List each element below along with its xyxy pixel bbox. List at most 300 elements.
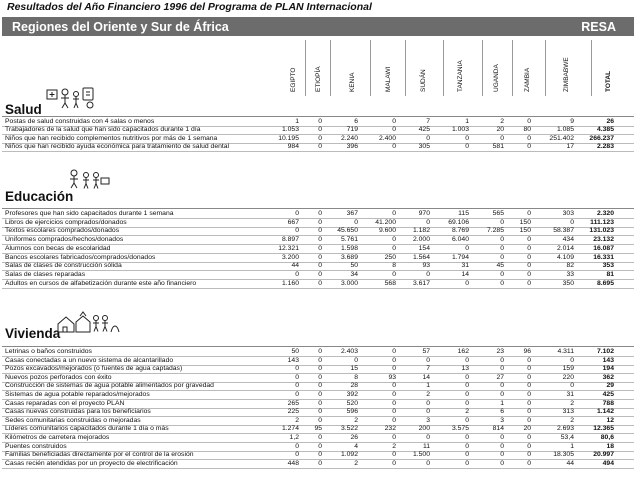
column-separator xyxy=(443,40,444,96)
table-row xyxy=(0,348,639,356)
cell-kenia: 0 xyxy=(354,356,358,364)
cell-etiopía: 0 xyxy=(318,399,322,407)
cell-total: 143 xyxy=(602,356,614,364)
cell-tanzania: 0 xyxy=(465,442,469,450)
health-people-icon xyxy=(45,86,97,115)
table-row xyxy=(0,118,639,126)
cell-kenia: 6 xyxy=(354,118,358,125)
cell-egipto: 50 xyxy=(291,348,299,355)
cell-tanzania: 2 xyxy=(465,408,469,416)
cell-etiopía: 0 xyxy=(318,253,322,261)
row-label: Líderes comunitarios capacitados durante 1 día o más xyxy=(5,425,169,433)
cell-tanzania: 0 xyxy=(465,356,469,364)
cell-total: 362 xyxy=(602,373,614,381)
cell-tanzania: 162 xyxy=(457,348,469,355)
cell-tanzania: 1 xyxy=(465,118,469,125)
cell-total: 16.331 xyxy=(593,253,614,261)
cell-etiopía: 0 xyxy=(318,408,322,416)
cell-egipto: 0 xyxy=(295,391,299,398)
row-label: Trabajadores de la salud que han sido capacitados durante 1 día xyxy=(5,126,201,134)
cell-sudán: 0 xyxy=(426,408,430,416)
table-row xyxy=(0,236,639,244)
cell-sudán: 2 xyxy=(426,391,430,398)
cell-zimbabwe: 0 xyxy=(570,356,574,364)
cell-total: 26 xyxy=(606,118,614,125)
cell-zimbabwe: 4.109 xyxy=(556,253,574,261)
section-title-salud: Salud xyxy=(5,102,42,117)
cell-total: 2.320 xyxy=(596,210,614,217)
cell-zimbabwe: 303 xyxy=(562,210,574,217)
row-divider xyxy=(2,468,634,469)
cell-uganda: 581 xyxy=(492,142,504,150)
cell-sudán: 7 xyxy=(426,365,430,373)
cell-total: 16.087 xyxy=(593,244,614,252)
cell-zambia: 150 xyxy=(519,218,531,226)
cell-total: 131.023 xyxy=(589,227,614,235)
row-label: Kilómetros de carretera mejorados xyxy=(5,434,110,441)
cell-uganda: 0 xyxy=(500,442,504,450)
cell-sudán: 7 xyxy=(426,118,430,125)
cell-uganda: 2 xyxy=(500,118,504,125)
cell-zambia: 80 xyxy=(523,126,531,134)
cell-zambia: 150 xyxy=(519,227,531,235)
section-divider xyxy=(2,346,634,347)
cell-kenia: 396 xyxy=(346,142,358,150)
column-header-uganda: UGANDA xyxy=(493,64,500,92)
cell-sudán: 93 xyxy=(422,262,430,270)
cell-etiopía: 0 xyxy=(318,118,322,125)
cell-etiopía: 0 xyxy=(318,373,322,381)
row-label: Sistemas de agua potable reparados/mejorados xyxy=(5,391,150,398)
cell-zimbabwe: 313 xyxy=(562,408,574,416)
cell-malawi: 0 xyxy=(392,270,396,278)
row-label: Salas de clases de construcción sólida xyxy=(5,262,122,270)
cell-total: 2.283 xyxy=(596,142,614,150)
cell-etiopía: 0 xyxy=(318,262,322,270)
cell-egipto: 2 xyxy=(295,416,299,424)
cell-uganda: 23 xyxy=(496,348,504,355)
cell-egipto: 0 xyxy=(295,373,299,381)
cell-zimbabwe: 350 xyxy=(562,279,574,287)
cell-malawi: 0 xyxy=(392,348,396,355)
row-label: Adultos en cursos de alfabetización durante este año financiero xyxy=(5,279,197,287)
cell-uganda: 27 xyxy=(496,373,504,381)
cell-zambia: 0 xyxy=(527,459,531,467)
cell-zambia: 0 xyxy=(527,373,531,381)
cell-uganda: 7.285 xyxy=(486,227,504,235)
cell-egipto: 8.897 xyxy=(281,236,299,244)
cell-etiopía: 0 xyxy=(318,459,322,467)
cell-zimbabwe: 18.305 xyxy=(553,451,574,459)
cell-zambia: 96 xyxy=(523,348,531,355)
table-row xyxy=(0,460,639,468)
cell-malawi: 0 xyxy=(392,126,396,134)
cell-zimbabwe: 2.014 xyxy=(556,244,574,252)
cell-tanzania: 3.575 xyxy=(451,425,469,433)
row-label: Puentes construidos xyxy=(5,442,67,450)
cell-tanzania: 13 xyxy=(461,365,469,373)
cell-uganda: 0 xyxy=(500,244,504,252)
row-label: Niños que han recibido complementos nutritivos por más de 1 semana xyxy=(5,134,218,142)
cell-total: 23.132 xyxy=(593,236,614,244)
cell-uganda: 565 xyxy=(492,210,504,217)
cell-etiopía: 0 xyxy=(318,218,322,226)
table-row xyxy=(0,135,639,143)
cell-malawi: 0 xyxy=(392,244,396,252)
cell-egipto: 0 xyxy=(295,270,299,278)
cell-kenia: 2.240 xyxy=(340,134,358,142)
cell-sudán: 0 xyxy=(426,270,430,278)
cell-uganda: 0 xyxy=(500,253,504,261)
cell-kenia: 367 xyxy=(346,210,358,217)
cell-zambia: 0 xyxy=(527,118,531,125)
cell-total: 111.123 xyxy=(590,218,614,226)
cell-kenia: 28 xyxy=(350,382,358,390)
cell-etiopía: 0 xyxy=(318,227,322,235)
cell-zimbabwe: 17 xyxy=(566,142,574,150)
cell-kenia: 3.689 xyxy=(340,253,358,261)
cell-uganda: 0 xyxy=(500,451,504,459)
row-label: Bancos escolares fabricados/comprados/donados xyxy=(5,253,156,261)
cell-egipto: 1.160 xyxy=(281,279,299,287)
cell-zambia: 0 xyxy=(527,451,531,459)
cell-malawi: 232 xyxy=(384,425,396,433)
cell-tanzania: 6.040 xyxy=(451,236,469,244)
cell-uganda: 1 xyxy=(500,399,504,407)
cell-kenia: 15 xyxy=(350,365,358,373)
table-row xyxy=(0,254,639,262)
cell-total: 353 xyxy=(602,262,614,270)
cell-uganda: 20 xyxy=(496,126,504,134)
column-separator xyxy=(545,40,546,96)
cell-zambia: 0 xyxy=(527,356,531,364)
cell-zimbabwe: 1 xyxy=(570,442,574,450)
cell-malawi: 0 xyxy=(392,459,396,467)
cell-malawi: 0 xyxy=(392,451,396,459)
cell-egipto: 44 xyxy=(291,262,299,270)
cell-egipto: 225 xyxy=(287,408,299,416)
cell-sudán: 0 xyxy=(426,356,430,364)
row-label: Letrinas o baños construidos xyxy=(5,348,92,355)
cell-sudán: 200 xyxy=(418,425,430,433)
cell-malawi: 2.400 xyxy=(378,134,396,142)
cell-sudán: 0 xyxy=(426,459,430,467)
cell-sudán: 1.564 xyxy=(412,253,430,261)
table-row xyxy=(0,374,639,382)
cell-etiopía: 0 xyxy=(318,279,322,287)
cell-kenia: 2 xyxy=(354,416,358,424)
column-separator xyxy=(482,40,483,96)
column-separator xyxy=(330,40,331,96)
cell-zimbabwe: 0 xyxy=(570,382,574,390)
cell-etiopía: 0 xyxy=(318,244,322,252)
housing-community-icon xyxy=(56,310,120,339)
cell-malawi: 0 xyxy=(392,391,396,398)
cell-tanzania: 14 xyxy=(461,270,469,278)
cell-egipto: 0 xyxy=(295,442,299,450)
column-header-sudán: SUDÁN xyxy=(420,69,427,92)
table-row xyxy=(0,210,639,218)
column-header-total: TOTAL xyxy=(605,70,612,92)
cell-total: 12 xyxy=(606,416,614,424)
cell-sudán: 425 xyxy=(418,126,430,134)
cell-zimbabwe: 4.311 xyxy=(557,348,574,355)
cell-etiopía: 0 xyxy=(318,442,322,450)
cell-tanzania: 0 xyxy=(465,279,469,287)
table-row xyxy=(0,245,639,253)
cell-zambia: 20 xyxy=(523,425,531,433)
cell-sudán: 0 xyxy=(426,134,430,142)
cell-malawi: 0 xyxy=(392,356,396,364)
row-label: Libros de ejercicios comprados/donados xyxy=(5,218,127,226)
cell-total: 18 xyxy=(606,442,614,450)
cell-sudán: 11 xyxy=(422,442,430,450)
row-label: Casas nuevas construidas para los beneficiarios xyxy=(5,408,151,416)
cell-kenia: 1.598 xyxy=(340,244,358,252)
cell-zimbabwe: 2 xyxy=(570,416,574,424)
cell-sudán: 3 xyxy=(426,416,430,424)
cell-total: 12.365 xyxy=(593,425,614,433)
cell-sudán: 1 xyxy=(426,382,430,390)
cell-egipto: 0 xyxy=(295,227,299,235)
cell-uganda: 0 xyxy=(500,391,504,398)
cell-total: 81 xyxy=(606,270,614,278)
region-code: RESA xyxy=(581,20,616,34)
cell-total: 494 xyxy=(602,459,614,467)
cell-uganda: 0 xyxy=(500,382,504,390)
section-title-educacion: Educación xyxy=(5,189,74,204)
column-separator xyxy=(305,40,306,96)
region-header-band xyxy=(2,17,634,36)
cell-uganda: 3 xyxy=(500,416,504,424)
row-label: Familias beneficiadas directamente por el control de la erosión xyxy=(5,451,194,459)
cell-zambia: 0 xyxy=(527,434,531,441)
cell-kenia: 392 xyxy=(346,391,358,398)
cell-uganda: 6 xyxy=(500,408,504,416)
table-row xyxy=(0,227,639,235)
cell-zambia: 0 xyxy=(527,210,531,217)
cell-egipto: 667 xyxy=(287,218,299,226)
cell-zambia: 0 xyxy=(527,408,531,416)
cell-etiopía: 0 xyxy=(318,348,322,355)
cell-malawi: 0 xyxy=(392,118,396,125)
cell-zambia: 0 xyxy=(527,270,531,278)
cell-sudán: 154 xyxy=(418,244,430,252)
cell-tanzania: 1.794 xyxy=(451,253,469,261)
row-label: Textos escolares comprados/donados xyxy=(5,227,120,235)
cell-total: 788 xyxy=(602,399,614,407)
document-title: Resultados del Año Financiero 1996 del Programa de PLAN Internacional xyxy=(7,1,372,13)
cell-egipto: 0 xyxy=(295,382,299,390)
column-header-kenia: KENIA xyxy=(349,72,356,92)
column-header-malawi: MALAWI xyxy=(385,66,392,92)
cell-egipto: 1.274 xyxy=(281,425,299,433)
cell-zimbabwe: 251.402 xyxy=(549,134,574,142)
cell-kenia: 0 xyxy=(354,218,358,226)
cell-malawi: 93 xyxy=(388,373,396,381)
cell-kenia: 719 xyxy=(346,126,358,134)
table-row xyxy=(0,434,639,442)
education-people-icon xyxy=(66,168,110,195)
cell-tanzania: 0 xyxy=(465,459,469,467)
cell-total: 20.997 xyxy=(593,451,614,459)
cell-kenia: 2.403 xyxy=(340,348,358,355)
row-label: Casas recién atendidas por un proyecto de electrificación xyxy=(5,459,178,467)
cell-tanzania: 8.769 xyxy=(451,227,469,235)
cell-tanzania: 115 xyxy=(458,210,469,217)
cell-etiopía: 0 xyxy=(318,142,322,150)
cell-etiopía: 0 xyxy=(318,134,322,142)
cell-uganda: 0 xyxy=(500,134,504,142)
cell-zimbabwe: 33 xyxy=(566,270,574,278)
cell-etiopía: 0 xyxy=(318,434,322,441)
row-label: Niños que han recibido ayuda económica para tratamiento de salud dental xyxy=(5,142,230,150)
cell-malawi: 8 xyxy=(392,262,396,270)
row-label: Profesores que han sido capacitados durante 1 semana xyxy=(5,210,174,217)
cell-tanzania: 0 xyxy=(465,416,469,424)
cell-total: 194 xyxy=(602,365,614,373)
cell-egipto: 143 xyxy=(287,356,299,364)
cell-tanzania: 0 xyxy=(465,434,469,441)
cell-egipto: 265 xyxy=(287,399,299,407)
cell-tanzania: 31 xyxy=(461,262,469,270)
cell-zimbabwe: 53,4 xyxy=(560,434,574,441)
cell-zimbabwe: 2 xyxy=(570,399,574,407)
row-label: Alumnos con becas de escolaridad xyxy=(5,244,111,252)
cell-zimbabwe: 220 xyxy=(562,373,574,381)
table-row xyxy=(0,443,639,451)
cell-uganda: 0 xyxy=(500,236,504,244)
cell-kenia: 596 xyxy=(346,408,358,416)
table-row xyxy=(0,357,639,365)
cell-zambia: 0 xyxy=(527,279,531,287)
row-label: Postas de salud construidas con 4 salas o menos xyxy=(5,118,155,125)
cell-egipto: 1.053 xyxy=(281,126,299,134)
table-row xyxy=(0,143,639,151)
cell-uganda: 0 xyxy=(500,279,504,287)
cell-kenia: 34 xyxy=(350,270,358,278)
table-row xyxy=(0,271,639,279)
cell-total: 7.102 xyxy=(596,348,614,355)
cell-tanzania: 0 xyxy=(465,134,469,142)
table-row xyxy=(0,365,639,373)
cell-etiopía: 0 xyxy=(318,356,322,364)
column-separator xyxy=(370,40,371,96)
cell-kenia: 520 xyxy=(346,399,358,407)
cell-zimbabwe: 434 xyxy=(562,236,574,244)
table-row xyxy=(0,425,639,433)
cell-egipto: 10.195 xyxy=(278,134,299,142)
row-label: Casas conectadas a un nuevo sistema de alcantarillado xyxy=(5,356,174,364)
region-title: Regiones del Oriente y Sur de África xyxy=(12,20,229,34)
cell-tanzania: 0 xyxy=(465,391,469,398)
table-row xyxy=(0,391,639,399)
column-separator xyxy=(405,40,406,96)
cell-total: 80,6 xyxy=(600,434,614,441)
cell-zambia: 0 xyxy=(527,253,531,261)
table-row xyxy=(0,280,639,288)
cell-tanzania: 0 xyxy=(465,244,469,252)
cell-zambia: 0 xyxy=(527,236,531,244)
cell-kenia: 3.000 xyxy=(340,279,358,287)
cell-kenia: 2 xyxy=(354,459,358,467)
cell-etiopía: 95 xyxy=(314,425,322,433)
cell-uganda: 0 xyxy=(500,365,504,373)
cell-total: 4.385 xyxy=(596,126,614,134)
cell-kenia: 45.650 xyxy=(337,227,358,235)
cell-zimbabwe: 0 xyxy=(570,218,574,226)
cell-zimbabwe: 82 xyxy=(566,262,574,270)
cell-sudán: 970 xyxy=(418,210,430,217)
column-header-zambia: ZAMBIA xyxy=(524,67,531,92)
cell-kenia: 50 xyxy=(350,262,358,270)
cell-zambia: 0 xyxy=(527,244,531,252)
row-label: Salas de clases reparadas xyxy=(5,270,86,278)
section-divider xyxy=(2,208,634,209)
cell-sudán: 14 xyxy=(422,373,430,381)
cell-total: 29 xyxy=(606,382,614,390)
cell-egipto: 1 xyxy=(295,118,299,125)
cell-sudán: 1.182 xyxy=(412,227,430,235)
cell-zimbabwe: 159 xyxy=(562,365,574,373)
table-row xyxy=(0,382,639,390)
column-separator xyxy=(591,40,592,96)
cell-etiopía: 0 xyxy=(318,451,322,459)
cell-malawi: 41.200 xyxy=(375,218,396,226)
cell-malawi: 568 xyxy=(384,279,396,287)
table-row xyxy=(0,417,639,425)
row-label: Sedes comunitarias construidas o mejoradas xyxy=(5,416,141,424)
cell-egipto: 0 xyxy=(295,365,299,373)
cell-zimbabwe: 9 xyxy=(570,118,574,125)
cell-uganda: 814 xyxy=(492,425,504,433)
cell-malawi: 0 xyxy=(392,408,396,416)
cell-zimbabwe: 31 xyxy=(566,391,574,398)
cell-total: 1.142 xyxy=(596,408,614,416)
row-label: Construcción de sistemas de agua potable alimentados por gravedad xyxy=(5,382,214,390)
table-row xyxy=(0,408,639,416)
table-row xyxy=(0,451,639,459)
cell-kenia: 3.522 xyxy=(340,425,358,433)
cell-sudán: 3.617 xyxy=(412,279,430,287)
cell-malawi: 0 xyxy=(392,382,396,390)
cell-zambia: 0 xyxy=(527,391,531,398)
cell-tanzania: 1.003 xyxy=(451,126,469,134)
column-separator xyxy=(512,40,513,96)
cell-zimbabwe: 2.693 xyxy=(556,425,574,433)
cell-malawi: 0 xyxy=(392,399,396,407)
cell-kenia: 4 xyxy=(354,442,358,450)
cell-zambia: 0 xyxy=(527,382,531,390)
cell-tanzania: 0 xyxy=(465,142,469,150)
row-label: Pozos excavados/mejorados (o fuentes de agua captadas) xyxy=(5,365,183,373)
cell-zimbabwe: 44 xyxy=(566,459,574,467)
cell-tanzania: 69.106 xyxy=(448,218,469,226)
cell-etiopía: 0 xyxy=(318,270,322,278)
cell-total: 266.237 xyxy=(589,134,614,142)
cell-sudán: 305 xyxy=(418,142,430,150)
cell-zimbabwe: 1.085 xyxy=(556,126,574,134)
cell-zambia: 0 xyxy=(527,442,531,450)
column-header-egipto: EGIPTO xyxy=(290,67,297,92)
cell-total: 8.695 xyxy=(596,279,614,287)
cell-tanzania: 0 xyxy=(465,382,469,390)
cell-uganda: 0 xyxy=(500,356,504,364)
column-header-tanzania: TANZANIA xyxy=(457,60,464,92)
cell-egipto: 3.200 xyxy=(281,253,299,261)
table-row xyxy=(0,262,639,270)
cell-etiopía: 0 xyxy=(318,210,322,217)
